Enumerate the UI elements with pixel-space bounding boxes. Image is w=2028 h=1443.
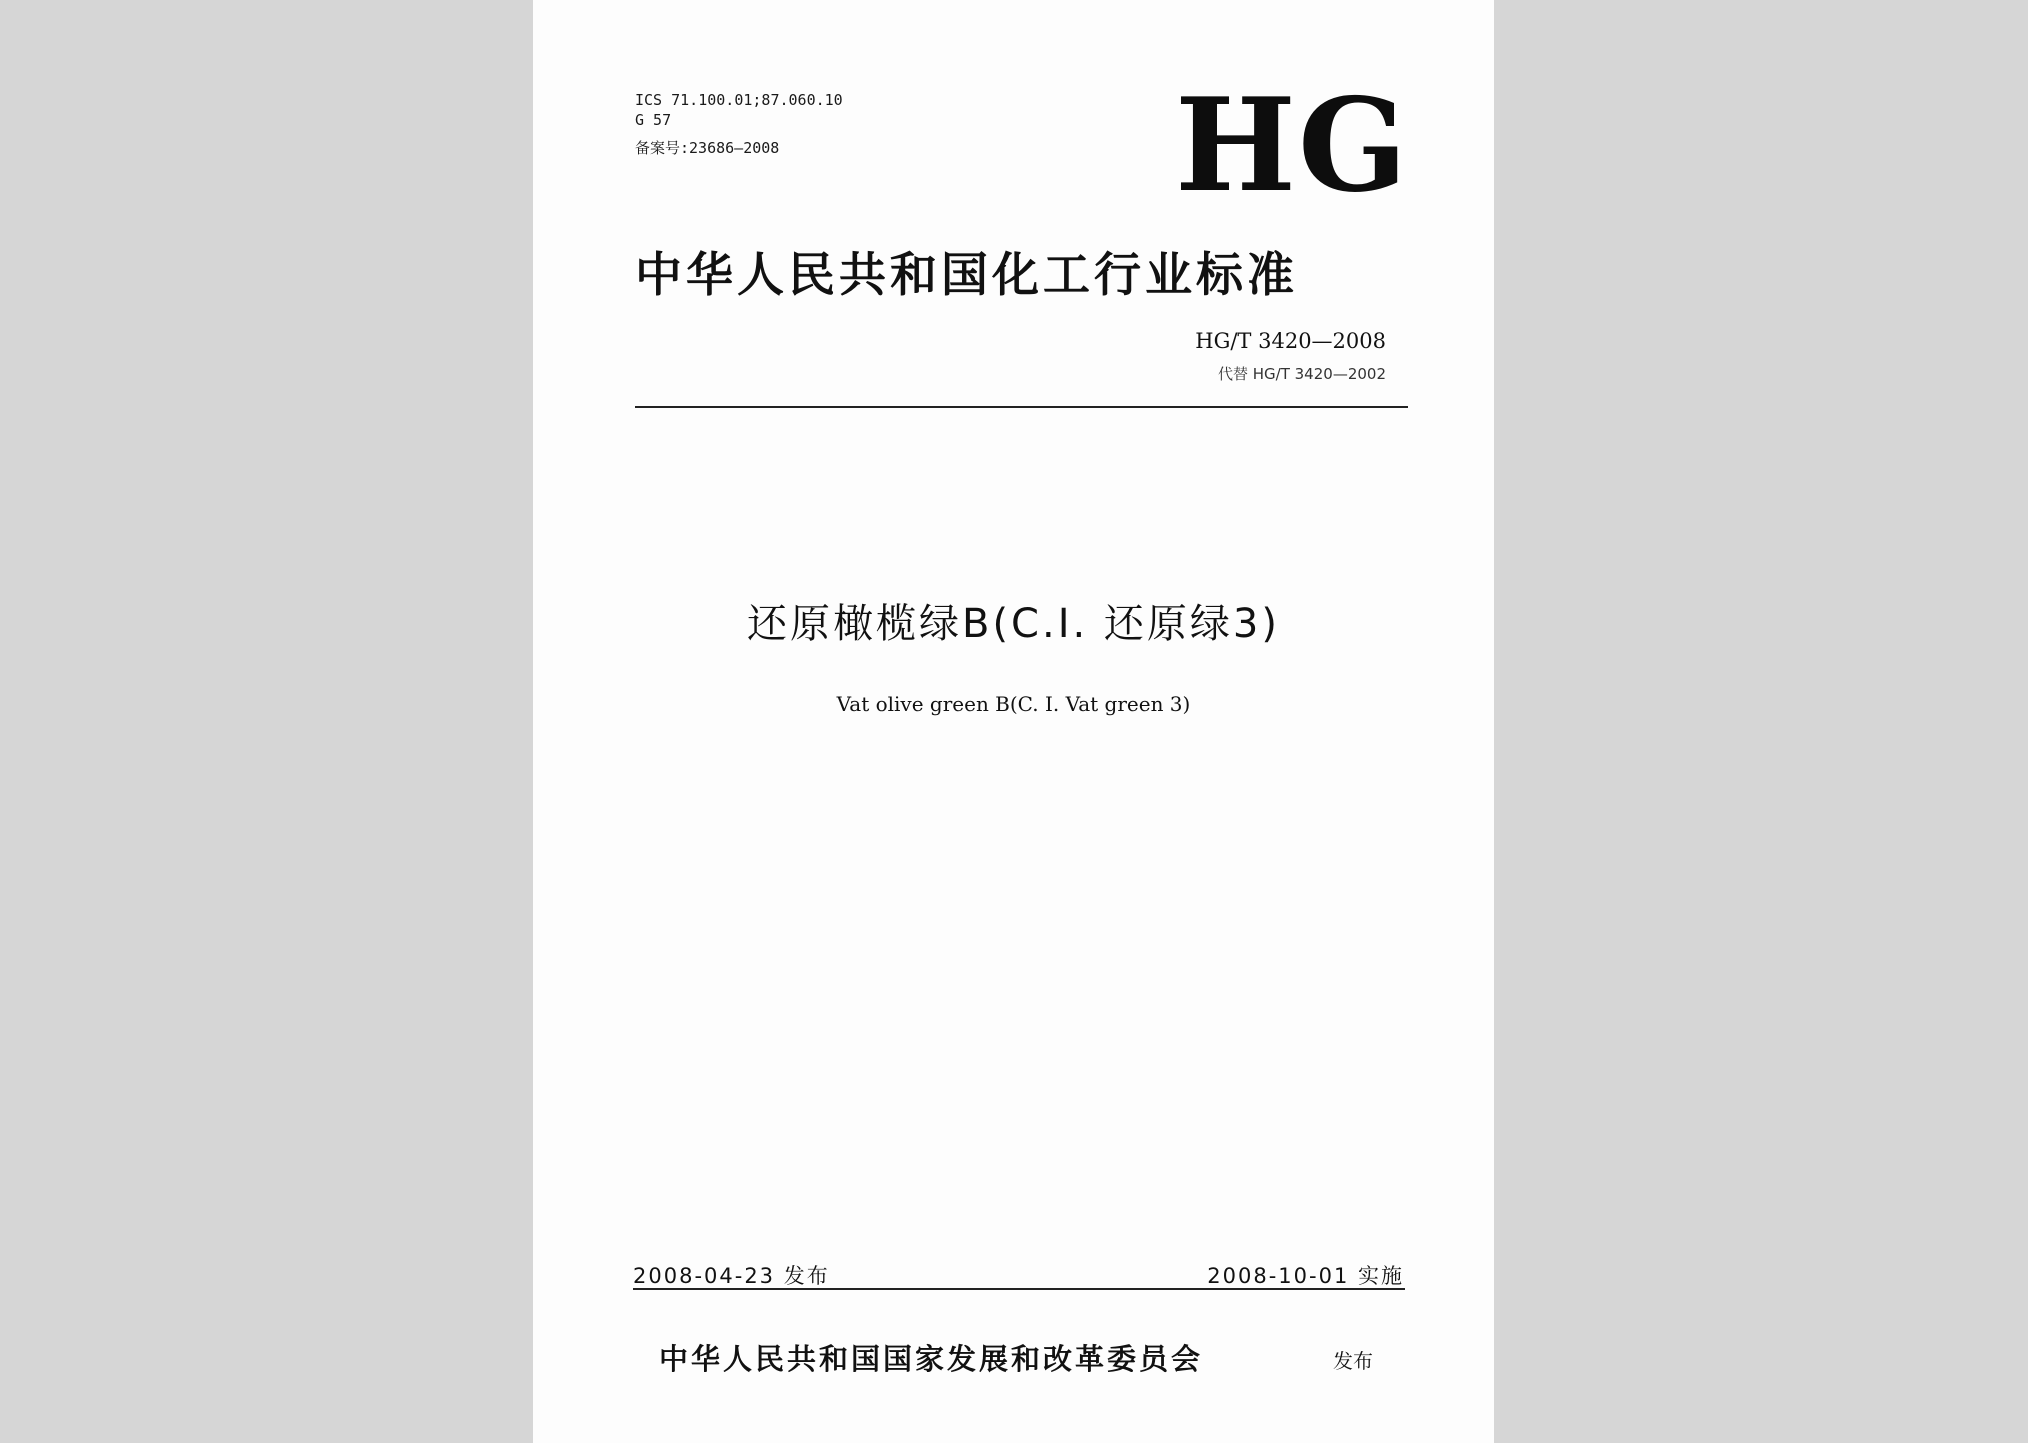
issue-date: 2008-04-23 发布 xyxy=(633,1264,830,1288)
footer-divider xyxy=(633,1288,1405,1290)
effective-date: 2008-10-01 实施 xyxy=(1207,1264,1404,1288)
document-title-cn: 还原橄榄绿B(C.I. 还原绿3) xyxy=(747,601,1280,647)
replaces-standard: 代替 HG/T 3420—2002 xyxy=(1217,365,1386,383)
standard-number: HG/T 3420—2008 xyxy=(1195,329,1386,353)
document-title-en: Vat olive green B(C. I. Vat green 3) xyxy=(836,692,1191,716)
ics-code: ICS 71.100.01;87.060.10 xyxy=(635,91,843,109)
hg-logo: HG xyxy=(1175,71,1410,221)
publisher-name: 中华人民共和国国家发展和改革委员会 xyxy=(659,1342,1204,1376)
filing-number: 备案号:23686—2008 xyxy=(635,139,780,157)
standard-title: 中华人民共和国化工行业标准 xyxy=(635,248,1298,303)
classification-code: G 57 xyxy=(635,111,672,129)
document-page xyxy=(533,0,1494,1443)
publisher-action: 发布 xyxy=(1333,1349,1373,1373)
header-divider xyxy=(635,406,1408,408)
